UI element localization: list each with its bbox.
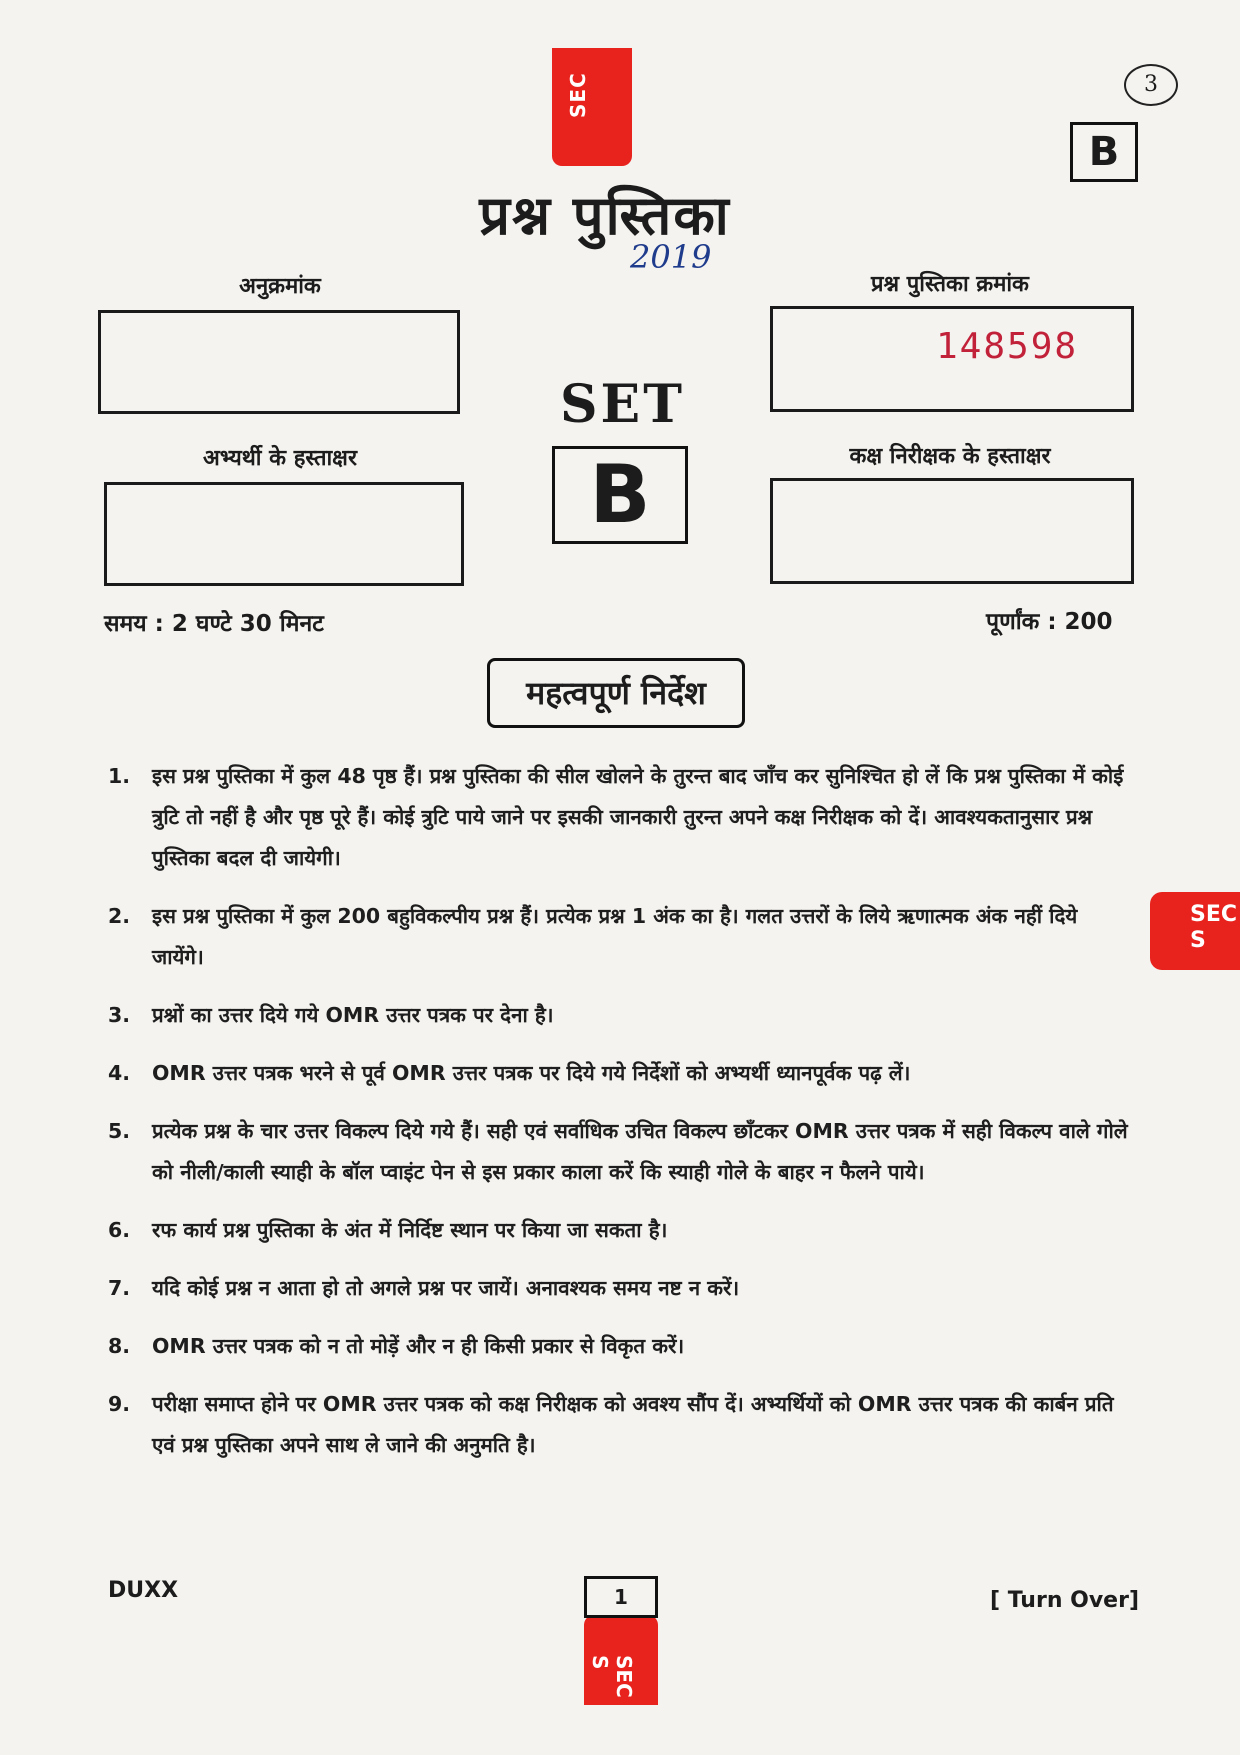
instruction-item	[108, 1268, 1128, 1309]
instruction-item	[108, 1384, 1128, 1466]
instruction-number: 3.	[108, 1003, 131, 1027]
instruction-item	[108, 896, 1128, 978]
exam-duration: समय : 2 घण्टे 30 मिनट	[104, 611, 324, 637]
instruction-number: 9.	[108, 1392, 131, 1416]
page-number: 1	[584, 1576, 658, 1618]
instruction-number: 6.	[108, 1218, 131, 1242]
seal-bottom-text: SEC S	[588, 1655, 636, 1698]
instruction-number: 5.	[108, 1119, 131, 1143]
instruction-text: यदि कोई प्रश्न न आता हो तो अगले प्रश्न पर जायें। अनावश्यक समय नष्ट न करें।	[152, 1276, 740, 1300]
instruction-item	[108, 995, 1128, 1036]
candidate-signature-label: अभ्यर्थी के हस्ताक्षर	[203, 446, 357, 471]
booklet-number: 148598	[936, 326, 1079, 367]
paper-code: DUXX	[108, 1578, 179, 1603]
booklet-number-label: प्रश्न पुस्तिका क्रमांक	[871, 272, 1029, 297]
seal-top-text: SEC	[566, 72, 590, 118]
seal-sticker-top	[552, 48, 632, 166]
corner-set-badge: B	[1070, 122, 1138, 182]
instruction-number: 8.	[108, 1334, 131, 1358]
candidate-signature-box[interactable]	[104, 482, 464, 586]
invigilator-signature-label: कक्ष निरीक्षक के हस्ताक्षर	[849, 444, 1051, 469]
max-marks: पूर्णांक : 200	[986, 609, 1113, 635]
instruction-item	[108, 756, 1128, 879]
instruction-number: 2.	[108, 904, 131, 928]
roll-number-label: अनुक्रमांक	[239, 274, 321, 299]
invigilator-signature-box[interactable]	[770, 478, 1134, 584]
instruction-number: 1.	[108, 764, 131, 788]
instruction-text: OMR उत्तर पत्रक भरने से पूर्व OMR उत्तर पत्रक पर दिये गये निर्देशों को अभ्यर्थी ध्यानपूर्वक पढ़ लें।	[152, 1061, 911, 1085]
instruction-item	[108, 1111, 1128, 1193]
instruction-number: 4.	[108, 1061, 131, 1085]
instruction-text: प्रत्येक प्रश्न के चार उत्तर विकल्प दिये गये हैं। सही एवं सर्वाधिक उचित विकल्प छाँटकर OMR उत्तर पत्रक में सही विकल्प वाले गोले को नीली/काली स्याही के बॉल प्वाइंट पेन से इस प्रकार काला करें कि स्याही गोले के बाहर न फैलने पाये।	[152, 1119, 1128, 1184]
seal-sticker-right: SEC S	[1150, 892, 1240, 970]
instruction-text: परीक्षा समाप्त होने पर OMR उत्तर पत्रक को कक्ष निरीक्षक को अवश्य सौंप दें। अभ्यर्थियों को OMR उत्तर पत्रक की कार्बन प्रति एवं प्रश्न पुस्तिका अपने साथ ले जाने की अनुमति है।	[152, 1392, 1114, 1457]
instructions-heading: महत्वपूर्ण निर्देश	[487, 658, 745, 728]
instruction-item	[108, 1326, 1128, 1367]
seal-sticker-bottom	[584, 1615, 658, 1705]
handwritten-year: 2019	[630, 238, 712, 276]
instruction-text: OMR उत्तर पत्रक को न तो मोड़ें और न ही किसी प्रकार से विकृत करें।	[152, 1334, 685, 1358]
instruction-text: रफ कार्य प्रश्न पुस्तिका के अंत में निर्दिष्ट स्थान पर किया जा सकता है।	[152, 1218, 668, 1242]
page-title: प्रश्न पुस्तिका	[479, 184, 731, 247]
instruction-text: प्रश्नों का उत्तर दिये गये OMR उत्तर पत्रक पर देना है।	[152, 1003, 554, 1027]
instructions-list	[108, 756, 1128, 1483]
circled-page-marker: 3	[1124, 64, 1178, 106]
set-value-box: B	[552, 446, 688, 544]
instruction-text: इस प्रश्न पुस्तिका में कुल 200 बहुविकल्पीय प्रश्न हैं। प्रत्येक प्रश्न 1 अंक का है। गलत उत्तरों के लिये ऋणात्मक अंक नहीं दिये जायेंगे।	[152, 904, 1078, 969]
instruction-number: 7.	[108, 1276, 131, 1300]
turn-over-note: [ Turn Over]	[990, 1588, 1140, 1613]
set-label: SET	[560, 374, 685, 435]
instruction-item	[108, 1053, 1128, 1094]
instruction-item	[108, 1210, 1128, 1251]
roll-number-box[interactable]	[98, 310, 460, 414]
instruction-text: इस प्रश्न पुस्तिका में कुल 48 पृष्ठ हैं। प्रश्न पुस्तिका की सील खोलने के तुरन्त बाद जाँच कर सुनिश्चित हो लें कि प्रश्न पुस्तिका में कोई त्रुटि तो नहीं है और पृष्ठ पूरे हैं। कोई त्रुटि पाये जाने पर इसकी जानकारी तुरन्त अपने कक्ष निरीक्षक को दें। आवश्यकतानुसार प्रश्न पुस्तिका बदल दी जायेगी।	[152, 764, 1124, 870]
